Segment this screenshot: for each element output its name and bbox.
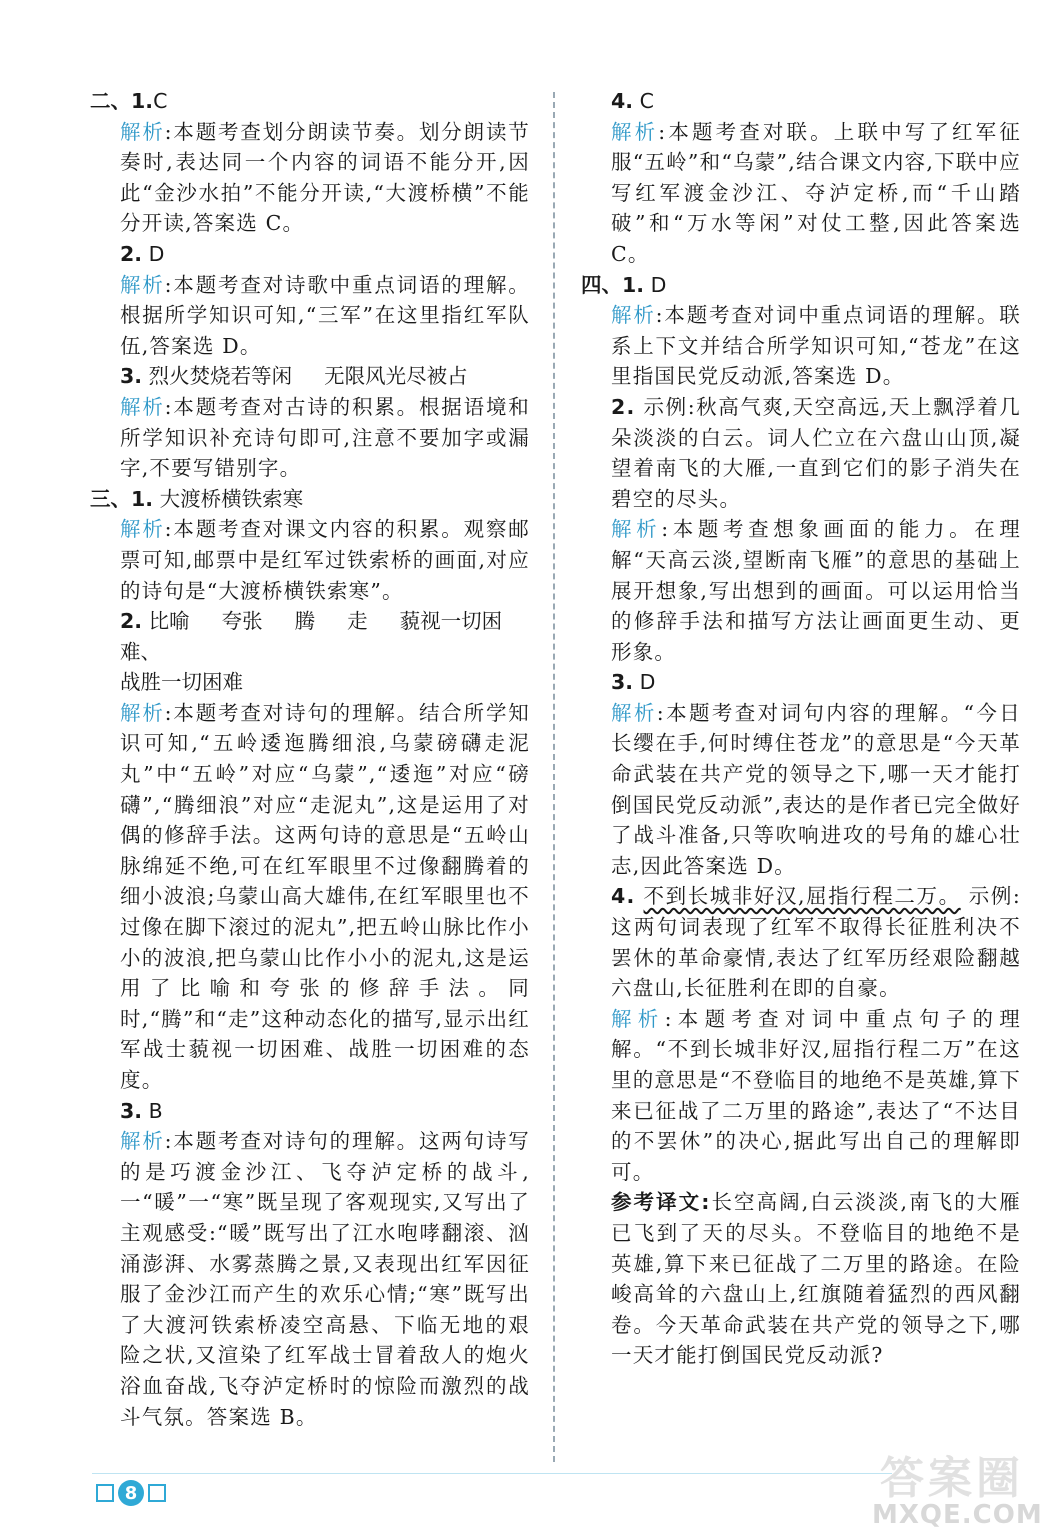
- analysis: [581, 117, 1021, 270]
- answer: 示例:秋高气爽,天空高远,天上飘浮着几朵淡淡的白云。词人伫立在六盘山山顶,凝望着南飞的大雁,一直到它们的影子消失在碧空的尽头。: [611, 394, 1021, 511]
- reference-translation: [581, 1187, 1021, 1371]
- answer: C: [639, 89, 654, 113]
- sec4-q2-answer: [581, 392, 1021, 514]
- answer: D: [639, 670, 656, 695]
- analysis: [90, 392, 530, 484]
- question-number: 3.: [120, 1098, 143, 1123]
- sec3-q2-header: [90, 606, 530, 698]
- watermark-logo: 答案圈: [880, 1453, 1024, 1504]
- question-number: 1.: [131, 89, 154, 113]
- column-divider: [553, 92, 555, 1462]
- answer: 比喻: [148, 609, 190, 634]
- right-column: [581, 86, 1021, 1371]
- answer: 大渡桥横铁索寒: [159, 486, 304, 511]
- underlined-quote: 不到长城非好汉,屈指行程二万。: [643, 884, 961, 909]
- answer: 夸张: [221, 609, 263, 634]
- analysis-text: :本题考查对联。上联中写了红军征服“五岭”和“乌蒙”,结合课文内容,下联中应写红军渡金沙江、夺泸定桥,而“千山踏破”和“万水等闲”对仗工整,因此答案选 C。: [611, 119, 1021, 266]
- reference-text: 长空高阔,白云淡淡,南飞的大雁已飞到了天的尽头。不登临目的地绝不是英雄,算下来已征战了二万里的路途。在险峻高耸的六盘山上,红旗随着猛烈的西风翻卷。今天革命武装在共产党的领导之下,哪一天才能打倒国民党反动派?: [611, 1190, 1021, 1368]
- question-number: 3.: [120, 364, 143, 389]
- analysis-text: :本题考查对词中重点句子的理解。“不到长城非好汉,屈指行程二万”在这里的意思是“不登临目的地绝不是英雄,算下来已征战了二万里的路途”,表达了“不达目的不罢休”的决心,据此写出自己的理解即可。: [611, 1006, 1021, 1184]
- sec3-q1-header: [90, 484, 530, 515]
- analysis-tag: 解析: [611, 119, 659, 144]
- analysis-tag: 解析: [611, 1006, 665, 1031]
- analysis: [581, 1004, 1021, 1188]
- left-column: [90, 86, 530, 1432]
- answer: D: [650, 272, 667, 297]
- analysis-tag: 解析: [120, 272, 165, 297]
- sec4-q1-header: [581, 270, 1021, 301]
- analysis: [90, 270, 530, 362]
- analysis: [90, 514, 530, 606]
- answer: B: [148, 1098, 163, 1123]
- sec2-q3-header: [90, 361, 530, 392]
- sec2-q1-header: [90, 86, 530, 117]
- watermark: [872, 1442, 1043, 1532]
- analysis-tag: 解析: [120, 119, 165, 144]
- section-label: 四、: [581, 272, 622, 297]
- answer: C: [153, 89, 168, 113]
- analysis-text: :本题考查想象画面的能力。在理解“天高云淡,望断南飞雁”的意思的基础上展开想象,写出想到的画面。可以运用恰当的修辞手法和描写方法让画面更生动、更形象。: [611, 517, 1022, 664]
- sec3-q3-header: [90, 1096, 530, 1127]
- analysis: [581, 698, 1021, 882]
- analysis-text: :本题考查对课文内容的积累。观察邮票可知,邮票中是红军过铁索桥的画面,对应的诗句是“大渡桥横铁索寒”。: [120, 517, 530, 603]
- page-deco-icon: [96, 1484, 114, 1502]
- sec4-q4-answer: [581, 881, 1021, 1003]
- question-number: 2.: [611, 394, 636, 419]
- section-label: 二、: [90, 89, 131, 113]
- question-number: 2.: [120, 609, 143, 634]
- analysis-text: :本题考查对诗歌中重点词语的理解。根据所学知识可知,“三军”在这里指红军队伍,答案选 D。: [120, 272, 530, 358]
- answer: 藐视一切困难、: [120, 609, 503, 664]
- analysis-tag: 解析: [120, 394, 165, 419]
- analysis-text: :本题考查对诗句的理解。这两句诗写的是巧渡金沙江、飞夺泸定桥的战斗,一“暖”一“寒”既呈现了客观现实,又写出了主观感受:“暖”既写出了江水咆哮翻滚、汹涌澎湃、水雾蒸腾之景,又表现出红军因征服了金沙江而产生的欢乐心情;“寒”既写出了大渡河铁索桥凌空高悬、下临无地的艰险之状,又渲染了红军战士冒着敌人的炮火浴血奋战,飞夺泸定桥时的惊险而激烈的战斗气氛。答案选 B。: [120, 1129, 530, 1429]
- answer: 战胜一切困难: [120, 670, 243, 695]
- section-label: 三、: [90, 486, 131, 511]
- footer-rule: [92, 1473, 892, 1474]
- answer: 无限风光尽被占: [324, 364, 468, 389]
- answer: 腾: [294, 609, 316, 634]
- watermark-site: MXQE.COM: [872, 1500, 1043, 1530]
- analysis-text: :本题考查对诗句的理解。结合所学知识可知,“五岭逶迤腾细浪,乌蒙磅礴走泥丸”中“五岭”对应“乌蒙”,“逶迤”对应“磅礴”,“腾细浪”对应“走泥丸”,这是运用了对偶的修辞手法。这两句诗的意思是“五岭山脉绵延不绝,可在红军眼里不过像翻腾着的细小波浪;乌蒙山高大雄伟,在红军眼里也不过像在脚下滚过的泥丸”,把五岭山脉比作小小的波浪,把乌蒙山比作小小的泥丸,这是运用了比喻和夸张的修辞手法。同时,“腾”和“走”这种动态化的描写,显示出红军战士藐视一切困难、战胜一切困难的态度。: [120, 700, 530, 1092]
- analysis-text: :本题考查对词中重点词语的理解。联系上下文并结合所学知识可知,“苍龙”在这里指国民党反动派,答案选 D。: [611, 303, 1021, 389]
- question-number: 4.: [611, 884, 636, 909]
- page-number-badge: 8: [118, 1480, 144, 1506]
- question-number: 3.: [611, 670, 634, 695]
- analysis-tag: 解析: [120, 1129, 165, 1154]
- analysis-tag: 解析: [120, 700, 165, 725]
- analysis-tag: 解析: [611, 517, 662, 542]
- analysis: [90, 117, 530, 239]
- answer: 走: [347, 609, 368, 634]
- analysis-tag: 解析: [611, 303, 656, 328]
- analysis: [90, 1126, 530, 1432]
- answer: 烈火焚烧若等闲: [148, 364, 293, 389]
- analysis-text: :本题考查对词句内容的理解。“今日长缨在手,何时缚住苍龙”的意思是“今天革命武装在共产党的领导之下,哪一天才能打倒国民党反动派”,表达的是作者已完全做好了战斗准备,只等吹响进攻的号角的雄心壮志,因此答案选 D。: [611, 700, 1021, 878]
- page-deco-icon: [148, 1484, 166, 1502]
- analysis: [581, 514, 1021, 667]
- page-number: [96, 1480, 166, 1506]
- analysis: [581, 300, 1021, 392]
- question-number: 4.: [611, 89, 634, 113]
- question-number: 2.: [120, 241, 143, 266]
- analysis-tag: 解析: [120, 517, 165, 542]
- analysis: [90, 698, 530, 1096]
- analysis-tag: 解析: [611, 700, 657, 725]
- sec3-q4-header: [581, 86, 1021, 117]
- sec2-q2-header: [90, 239, 530, 270]
- answer: 示例:这两句词表现了红军不取得长征胜利决不罢休的革命豪情,表达了红军历经艰险翻越六盘山,长征胜利在即的自豪。: [611, 884, 1022, 1001]
- answer: D: [148, 241, 165, 266]
- analysis-text: :本题考查对古诗的积累。根据语境和所学知识补充诗句即可,注意不要加字或漏字,不要写错别字。: [120, 394, 530, 481]
- analysis-text: :本题考查划分朗读节奏。划分朗读节奏时,表达同一个内容的词语不能分开,因此“金沙水拍”不能分开读,“大渡桥横”不能分开读,答案选 C。: [120, 119, 530, 236]
- sec4-q3-header: [581, 667, 1021, 698]
- question-number: 1.: [131, 486, 154, 511]
- question-number: 1.: [622, 272, 645, 297]
- reference-tag: 参考译文:: [611, 1190, 711, 1215]
